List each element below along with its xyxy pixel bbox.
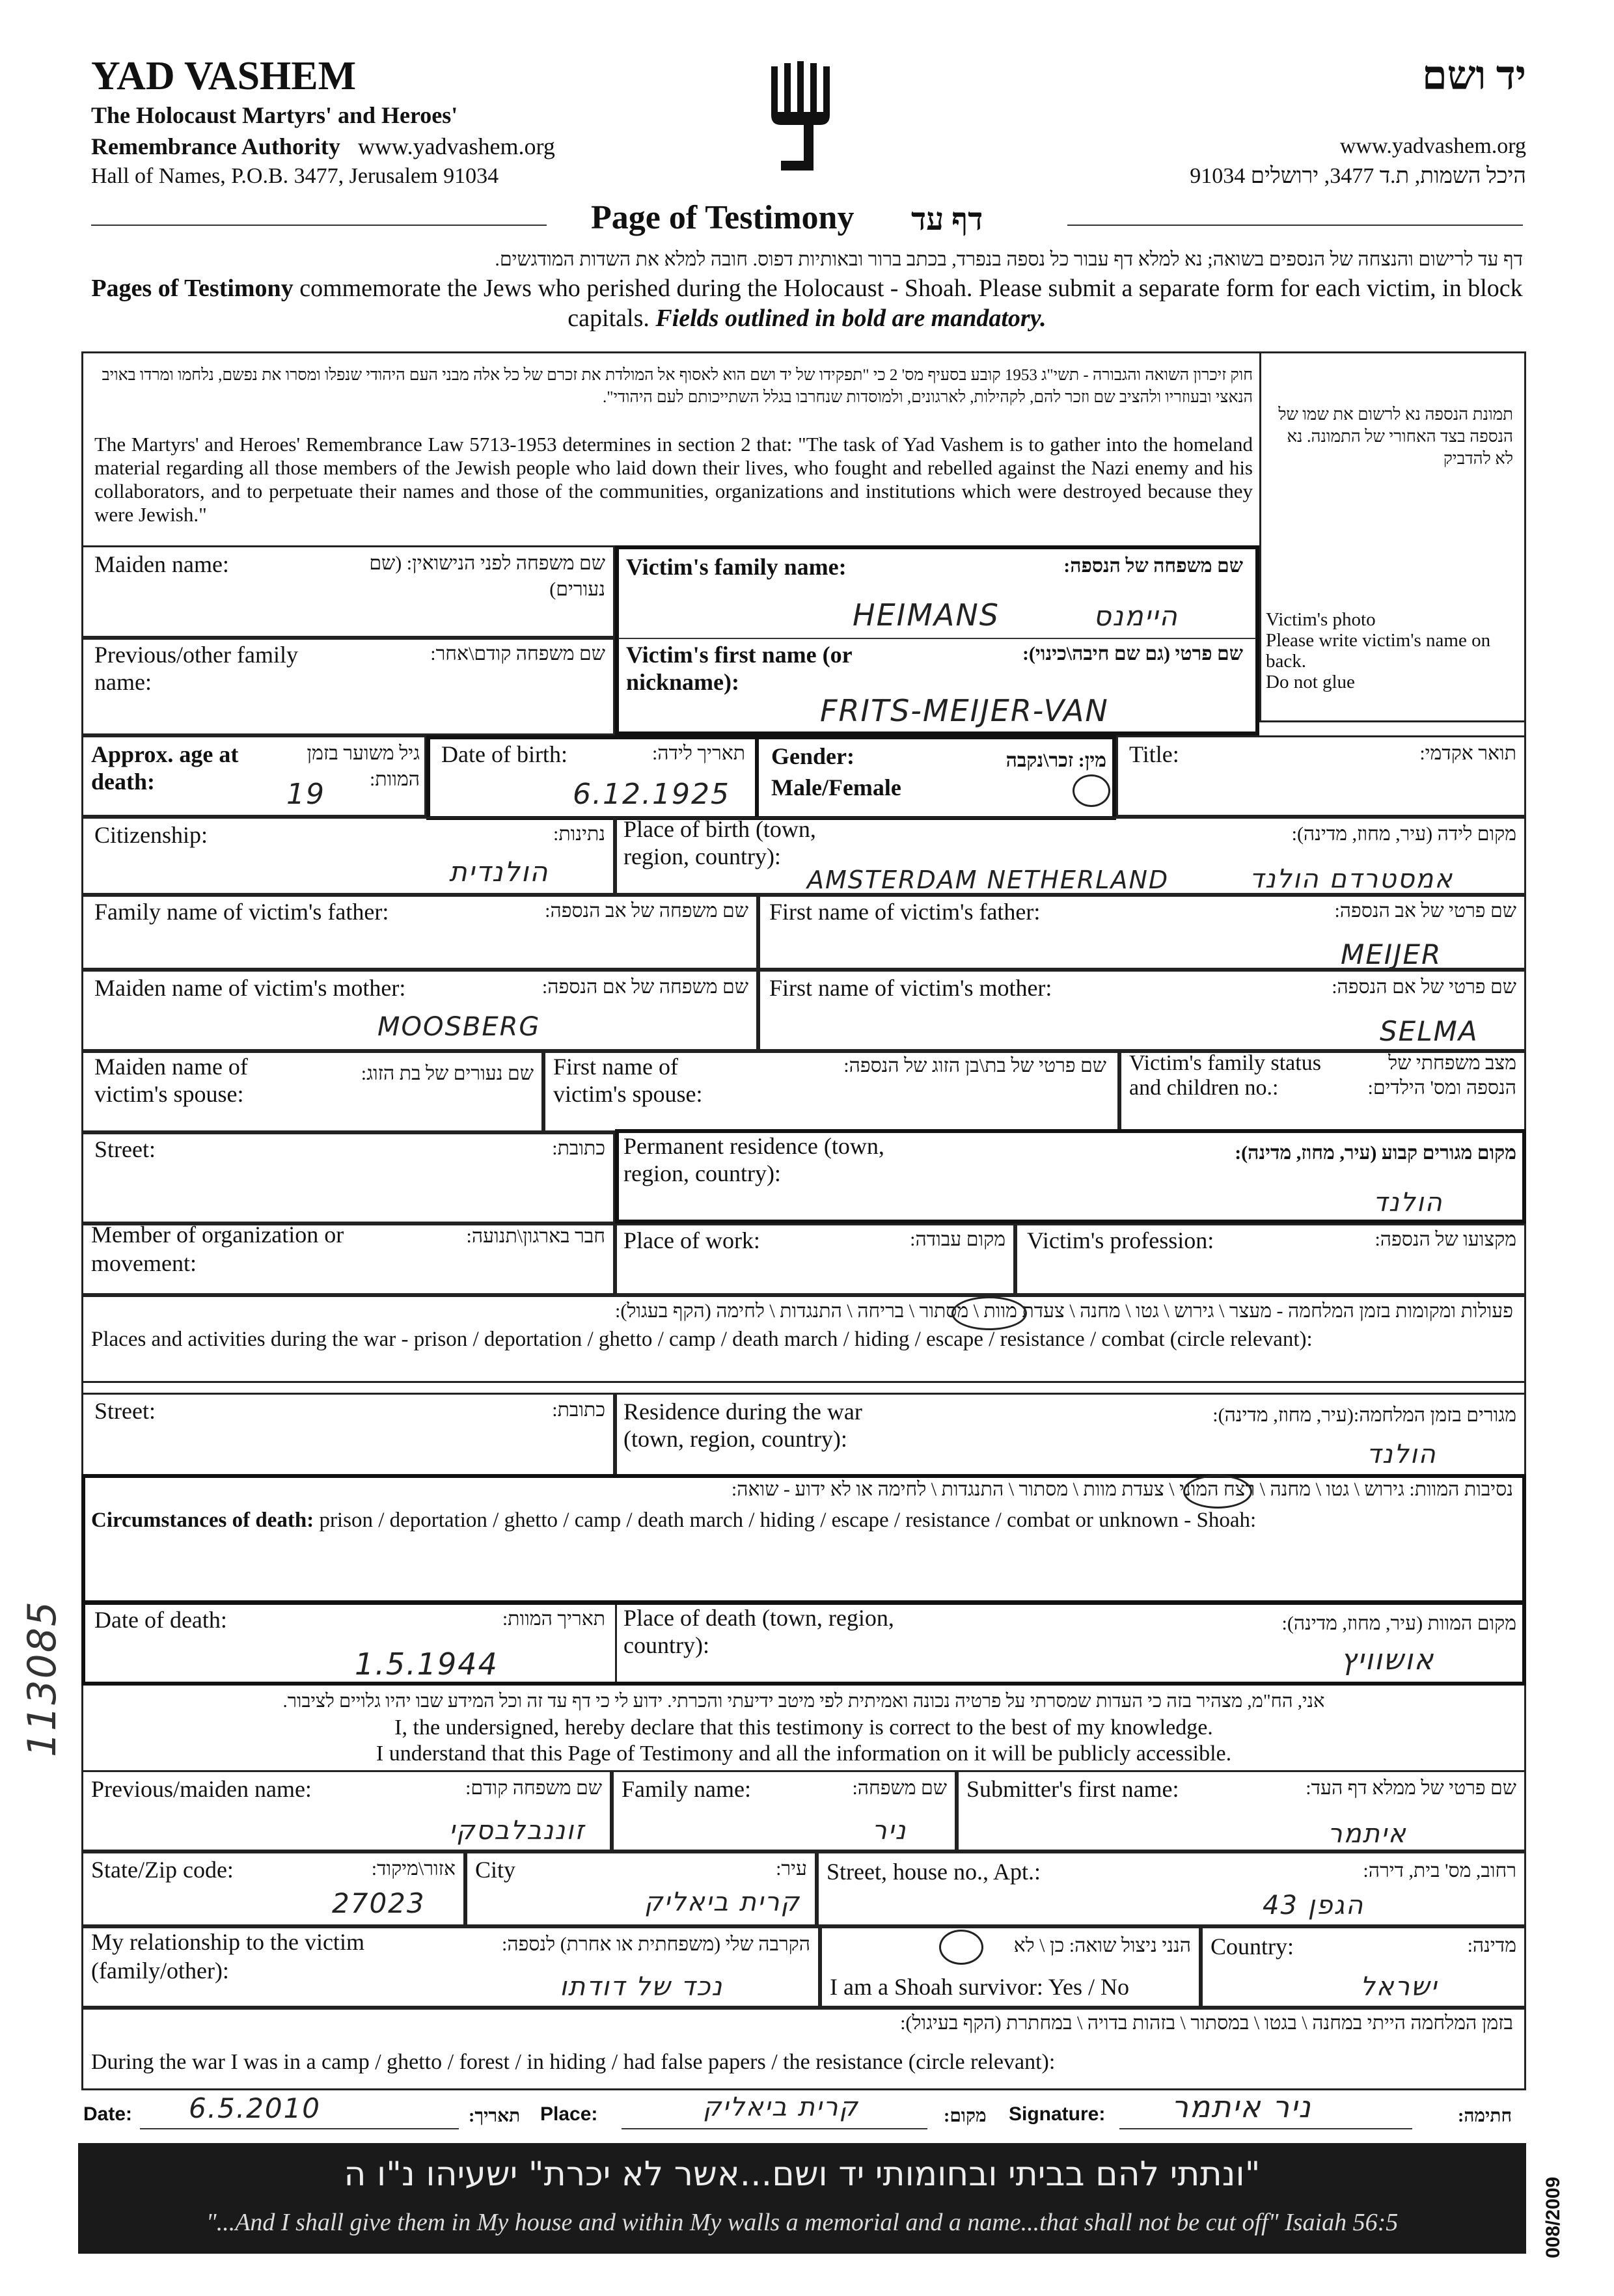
birthplace-value-he[interactable]: אמסטרדם הולנד — [1250, 864, 1454, 894]
submitter-family-label: Family name: — [622, 1776, 751, 1802]
page-title-en: Page of Testimony — [591, 199, 855, 236]
mother-maiden-label: Maiden name of victim's mother: — [94, 975, 406, 1001]
circumstances-he: נסיבות המוות: גירוש \ גטו \ מחנה \ רצח המוני \ צעדת מוות \ מסתור \ התנגדות \ לחימה או לא ידוע - שואה: — [731, 1479, 1513, 1500]
photo-en — [1266, 609, 1520, 692]
residence-value[interactable]: הולנד — [1373, 1188, 1443, 1218]
relationship-value[interactable]: נכד של דודתו — [560, 1972, 724, 2002]
zip-label: State/Zip code: — [91, 1857, 234, 1883]
citizenship-label-he: נתינות: — [553, 823, 605, 845]
family-status-label: Victim's family status and children no.: — [1129, 1051, 1321, 1100]
gender-label: Gender: Male/Female — [771, 743, 901, 800]
submitter-prev-value[interactable]: זוננבלבסקי — [449, 1816, 586, 1846]
family-status-label-he: מצב משפחתי של הנספה ומס' הילדים: — [1367, 1052, 1516, 1099]
dob-label-he: תאריך לידה: — [651, 743, 745, 764]
intro-en-bold: Pages of Testimony — [91, 275, 294, 302]
form-code: 008/2009 — [1542, 2176, 1564, 2258]
place-label: Place: — [540, 2103, 598, 2125]
father-first-label: First name of victim's father: — [769, 899, 1041, 925]
work-label-he: מקום עבודה: — [910, 1229, 1005, 1250]
age-label: Approx. age at death: — [91, 741, 239, 795]
signature-label: Signature: — [1009, 2103, 1106, 2125]
death-place-label-he: מקום המוות (עיר, מחוז, מדינה): — [1281, 1613, 1516, 1634]
verse-he: "ונתתי להם בביתי ובחומותי יד ושם...אשר לא יכרת" ישעיהו נ"ו ה — [344, 2155, 1261, 2194]
country-label-he: מדינה: — [1467, 1935, 1516, 1956]
street2-label: Street: — [94, 1398, 156, 1424]
citizenship-label: Citizenship: — [94, 822, 208, 848]
street1-label-he: כתובת: — [552, 1138, 605, 1159]
page-title-he: דף עד — [911, 202, 983, 237]
mother-first-value[interactable]: SELMA — [1380, 1015, 1479, 1047]
survivor-label: I am a Shoah survivor: Yes / No — [830, 1974, 1129, 2000]
org-sub2-line — [91, 133, 555, 160]
member-org-label: Member of organization or movement: — [91, 1222, 344, 1276]
intro-en-text: commemorate the Jews who perished during the Holocaust - Shoah. Please submit a separate form for each victim, in block capitals. — [299, 275, 1523, 332]
birthplace-label-he: מקום לידה (עיר, מחוז, מדינה): — [1291, 823, 1516, 845]
prev-name-label: Previous/other family name: — [94, 642, 298, 695]
residence-label: Permanent residence (town, region, country): — [623, 1133, 884, 1186]
dod-label-he: תאריך המוות: — [502, 1608, 605, 1630]
war-residence-value[interactable]: הולנד — [1367, 1440, 1437, 1469]
street1-label: Street: — [94, 1136, 156, 1162]
gender-label-he: מין: זכר\נקבה — [1005, 750, 1106, 771]
mother-maiden-label-he: שם משפחה של אם הנספה: — [541, 976, 748, 998]
maiden-name-label: Maiden name: — [94, 551, 229, 577]
zip-value[interactable]: 27023 — [332, 1887, 426, 1919]
father-first-label-he: שם פרטי של אב הנספה: — [1334, 900, 1516, 922]
family-name-value-he[interactable]: היימנס — [1093, 600, 1179, 632]
city-value[interactable]: קרית ביאליק — [644, 1887, 800, 1917]
profession-label: Victim's profession: — [1027, 1227, 1214, 1253]
father-first-value[interactable]: MEIJER — [1341, 938, 1442, 970]
side-number: 113085 — [20, 1600, 65, 1757]
verse-banner — [78, 2143, 1526, 2254]
family-name-value[interactable]: HEIMANS — [853, 597, 1000, 633]
mother-first-label: First name of victim's mother: — [769, 975, 1052, 1001]
country-label: Country: — [1210, 1934, 1294, 1960]
photo-en3: Do not glue — [1266, 672, 1355, 692]
maiden-name-label-he: שם משפחה לפני הנישואין: (שם נעורים) — [369, 553, 605, 600]
gender-male-circle[interactable] — [1073, 774, 1110, 807]
submitter-first-value[interactable]: איתמר — [1328, 1819, 1407, 1849]
country-value[interactable]: ישראל — [1360, 1972, 1438, 2002]
submitter-war-he: בזמן המלחמה הייתי במחנה \ בגטו \ במסתור \ בזהות בדויה \ במחתרת (הקף בעיגול): — [900, 2012, 1513, 2034]
relationship-label: My relationship to the victim (family/other): — [91, 1929, 364, 1984]
mother-maiden-value[interactable]: MOOSBERG — [377, 1012, 541, 1042]
activities-he: פעולות ומקומות בזמן המלחמה - מעצר \ גירוש \ גטו \ מחנה \ צעדת מוות \ מסתור \ בריחה \ התנגדות \ לחימה (הקף בעגול): — [615, 1300, 1513, 1322]
address-he: היכל השמות, ת.ד 3477, ירושלים 91034 — [1190, 164, 1526, 188]
website-he[interactable]: www.yadvashem.org — [1339, 134, 1526, 158]
org-name-en: YAD VASHEM — [91, 54, 357, 98]
first-name-label: Victim's first name (or nickname): — [626, 642, 852, 695]
yad-vashem-logo — [768, 60, 840, 177]
dod-value[interactable]: 1.5.1944 — [355, 1647, 499, 1682]
circumstances-en: prison / deportation / ghetto / camp / death march / hiding / escape / resistance / combat or unknown - Shoah: — [319, 1509, 1257, 1532]
declaration-he: אני, הח"מ, מצהיר בזה כי העדות שמסרתי על פרטיה נכונה ואמיתית לפי מיטב ידיעתי והכרתי. ידוע לי כי דף עד זה וכל המידע שבו יהיו גלויים לציבור. — [282, 1691, 1325, 1712]
place-value[interactable]: קרית ביאליק — [703, 2092, 859, 2122]
verse-en: "...And I shall give them in My house and within My walls a memorial and a name...that shall not be cut off" Isaiah 56:5 — [206, 2209, 1399, 2236]
survivor-label-he: הנני ניצול שואה: כן \ לא — [1013, 1935, 1191, 1956]
death-place-label: Place of death (town, region, country): — [623, 1605, 894, 1658]
intro-en — [91, 273, 1523, 333]
submitter-street-value[interactable]: הגפן 43 — [1263, 1891, 1365, 1920]
age-value[interactable]: 19 — [286, 778, 325, 811]
work-label: Place of work: — [623, 1227, 760, 1253]
title-label: Title: — [1129, 741, 1179, 767]
submitter-prev-label-he: שם משפחה קודם: — [465, 1777, 602, 1799]
activities-en: Places and activities during the war - prison / deportation / ghetto / camp / death march / hiding / escape / resistance / combat (circle relevant): — [91, 1328, 1313, 1351]
family-name-label-he: שם משפחה של הנספה: — [1063, 555, 1243, 577]
declaration-en1: I, the undersigned, hereby declare that this testimony is correct to the best of my knowledge. — [394, 1715, 1213, 1740]
dob-label: Date of birth: — [441, 741, 568, 767]
date-label: Date: — [83, 2103, 133, 2125]
intro-en-italic: Fields outlined in bold are mandatory. — [655, 305, 1046, 332]
photo-en1: Victim's photo — [1266, 609, 1376, 630]
survivor-no-circle[interactable] — [939, 1930, 983, 1965]
age-label-he: גיל משוער בזמן המוות: — [307, 743, 420, 790]
spouse-first-label: First name of victim's spouse: — [553, 1054, 703, 1107]
submitter-first-label: Submitter's first name: — [966, 1776, 1179, 1802]
intro-he: דף עד לרישום והנצחה של הנספים בשואה; נא למלא דף עבור כל נספה בנפרד, בכתב ברור ובאותיות דפוס. חובה למלא את השדות המודגשים. — [495, 249, 1523, 270]
citizenship-value[interactable]: הולנדית — [449, 856, 549, 888]
mother-first-label-he: שם פרטי של אם הנספה: — [1332, 976, 1516, 998]
photo-he: תמונת הנספה נא לרשום את שמו של הנספה בצד האחורי של התמונה. נא לא להדביק — [1278, 405, 1513, 468]
date-label-he: תאריך: — [469, 2106, 521, 2126]
org-name-he: יד ושם — [1421, 54, 1526, 98]
place-label-he: מקום: — [944, 2106, 987, 2126]
date-value[interactable]: 6.5.2010 — [189, 2092, 321, 2124]
submitter-family-label-he: שם משפחה: — [852, 1777, 947, 1799]
war-residence-label: Residence during the war (town, region, country): — [623, 1399, 862, 1452]
activities-camp-circle[interactable] — [951, 1296, 1027, 1330]
submitter-street-label-he: רחוב, מס' בית, דירה: — [1363, 1860, 1516, 1881]
circumstances-en-bold: Circumstances of death: — [91, 1509, 314, 1532]
submitter-street-label: Street, house no., Apt.: — [827, 1859, 1041, 1885]
law-he: חוק זיכרון השואה והגבורה - תשי"ג 1953 קובע בסעיף מס' 2 כי "תפקידו של יד ושם הוא לאסוף אל המולדת את זכרם של כל אלה מבני העם היהודי שנפלו ומסרו את נפשם, נלחמו ומרדו באויב הנאצי ובעוזריו ולהציב שם וזכר להם, לקהילות, לארגונים, ולמוסדות שנחרבו בגלל השתייכותם לעם היהודי". — [102, 366, 1253, 406]
submitter-first-label-he: שם פרטי של ממלא דף העד: — [1306, 1777, 1516, 1799]
address-en: Hall of Names, P.O.B. 3477, Jerusalem 91034 — [91, 164, 499, 188]
signature-label-he: חתימה: — [1458, 2106, 1512, 2126]
first-name-label-he: שם פרטי (גם שם חיבה\כינוי): — [1022, 643, 1243, 664]
submitter-family-value[interactable]: ניר — [872, 1816, 907, 1846]
first-name-value[interactable]: FRITS-MEIJER-VAN — [820, 693, 1109, 728]
website-en[interactable]: www.yadvashem.org — [357, 133, 555, 159]
submitter-prev-label: Previous/maiden name: — [91, 1776, 312, 1802]
signature-value[interactable]: ניר איתמר — [1171, 2089, 1312, 2124]
residence-label-he: מקום מגורים קבוע (עיר, מחוז, מדינה): — [1235, 1142, 1516, 1164]
city-label-he: עיר: — [776, 1858, 807, 1879]
title-label-he: תואר אקדמי: — [1419, 743, 1516, 764]
father-family-label-he: שם משפחה של אב הנספה: — [545, 900, 748, 922]
profession-label-he: מקצועו של הנספה: — [1375, 1229, 1516, 1250]
member-org-label-he: חבר בארגון\תנועה: — [466, 1225, 605, 1247]
dod-label: Date of death: — [94, 1607, 227, 1633]
spouse-maiden-label-he: שם נעורים של בת הזוג: — [361, 1063, 534, 1084]
submitter-war-en: During the war I was in a camp / ghetto / forest / in hiding / had false papers / the resistance (circle relevant): — [91, 2050, 1056, 2074]
org-sub2: Remembrance Authority — [91, 133, 340, 159]
father-family-label: Family name of victim's father: — [94, 899, 389, 925]
org-sub1: The Holocaust Martyrs' and Heroes' — [91, 102, 458, 128]
death-place-value[interactable]: אושוויץ — [1341, 1643, 1435, 1676]
birthplace-label: Place of birth (town, region, country): — [623, 816, 816, 869]
declaration-en2: I understand that this Page of Testimony and all the information on it will be publicly accessible. — [376, 1742, 1232, 1766]
dob-value[interactable]: 6.12.1925 — [573, 778, 730, 811]
birthplace-value[interactable]: AMSTERDAM NETHERLAND — [807, 866, 1169, 894]
city-label: City — [475, 1857, 516, 1883]
war-residence-label-he: מגורים בזמן המלחמה:(עיר, מחוז, מדינה): — [1212, 1404, 1516, 1426]
prev-name-label-he: שם משפחה קודם\אחר: — [430, 643, 605, 664]
law-en: The Martyrs' and Heroes' Remembrance Law 5713-1953 determines in section 2 that: "The task of Yad Vashem is to gather into the homeland material regarding all those members of the Jewish people who laid down their lives, who fought and rebelled against the Nazi enemy and his collaborators, and to perpetuate their names and those of the communities, organizations and institutions which were destroyed because they were Jewish." — [94, 433, 1253, 526]
circumstances-camp-circle[interactable] — [1183, 1475, 1252, 1509]
circumstances-en-line — [91, 1509, 1523, 1533]
street2-label-he: כתובת: — [552, 1399, 605, 1421]
zip-label-he: אזור\מיקוד: — [371, 1858, 456, 1879]
photo-en2: Please write victim's name on back. — [1266, 630, 1491, 672]
spouse-first-label-he: שם פרטי של בת\בן הזוג של הנספה: — [843, 1055, 1106, 1076]
relationship-label-he: הקרבה שלי (משפחתית או אחרת) לנספה: — [502, 1934, 810, 1955]
family-name-label: Victim's family name: — [626, 554, 847, 580]
spouse-maiden-label: Maiden name of victim's spouse: — [94, 1054, 248, 1107]
